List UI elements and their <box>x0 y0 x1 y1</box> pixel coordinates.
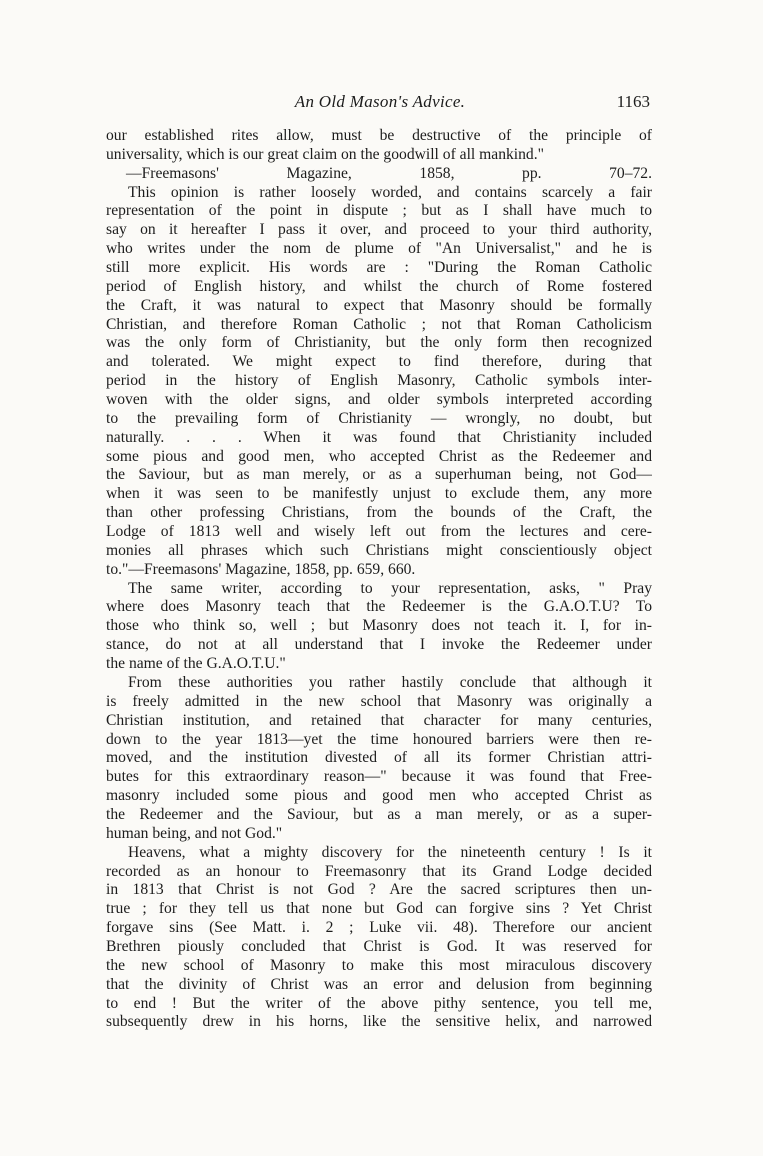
text-line: This opinion is rather loosely worded, and contains scarcely a fair <box>128 183 652 201</box>
text-line: the new school of Masonry to make this most miraculous discovery <box>106 956 652 974</box>
text-line: and tolerated. We might expect to find therefore, during that <box>106 353 652 371</box>
text-line: period of English history, and whilst the church of Rome fostered <box>106 277 652 295</box>
text-line: some pious and good men, who accepted Christ as the Redeemer and <box>106 447 652 465</box>
page-text <box>106 127 652 1032</box>
text-line: moved, and the institution divested of all its former Christian attri- <box>106 749 652 767</box>
text-line: true ; for they tell us that none but God can forgive sins ? Yet Christ <box>106 900 652 918</box>
text-line: recorded as an honour to Freemasonry that its Grand Lodge decided <box>106 862 652 880</box>
text-line: Christian institution, and retained that character for many centuries, <box>106 711 652 729</box>
text-line: universality, which is our great claim on the goodwill of all mankind." <box>106 145 544 163</box>
running-title: An Old Mason's Advice. <box>294 92 466 111</box>
text-line: was the only form of Christianity, but the only form then recognized <box>106 334 652 352</box>
text-line: the Saviour, but as man merely, or as a superhuman being, not God— <box>106 466 652 484</box>
text-line: that the divinity of Christ was an error and delusion from beginning <box>106 975 652 993</box>
text-line: woven with the older signs, and older symbols interpreted according <box>106 391 652 409</box>
text-line: forgave sins (See Matt. i. 2 ; Luke vii. 48). Therefore our ancient <box>106 919 652 937</box>
text-line: butes for this extraordinary reason—" because it was found that Free- <box>106 768 652 786</box>
text-line: is freely admitted in the new school that Masonry was originally a <box>106 692 652 710</box>
text-line: Brethren piously concluded that Christ is God. It was reserved for <box>106 937 652 955</box>
text-line: human being, and not God." <box>106 824 283 842</box>
text-line: Lodge of 1813 well and wisely left out from the lectures and cere- <box>106 523 652 541</box>
text-line: in 1813 that Christ is not God ? Are the sacred scriptures then un- <box>106 881 652 899</box>
text-line: who writes under the nom de plume of "An Universalist," and he is <box>106 240 652 258</box>
text-line: to."—Freemasons' Magazine, 1858, pp. 659, 660. <box>106 560 416 578</box>
text-line: naturally. . . . When it was found that Christianity included <box>106 428 652 446</box>
text-line: From these authorities you rather hastily conclude that although it <box>128 673 652 691</box>
text-line: say on it hereafter I pass it over, and proceed to your third authority, <box>106 221 652 239</box>
text-line: the Craft, it was natural to expect that Masonry should be formally <box>106 296 652 314</box>
text-line: representation of the point in dispute ; but as I shall have much to <box>106 202 652 220</box>
text-line: our established rites allow, must be destructive of the principle of <box>106 127 652 144</box>
text-line: stance, do not at all understand that I invoke the Redeemer under <box>106 636 652 654</box>
text-line: to the prevailing form of Christianity — wrongly, no doubt, but <box>106 409 652 427</box>
text-line: where does Masonry teach that the Redeemer is the G.A.O.T.U? To <box>106 598 652 616</box>
text-line: those who think so, well ; but Masonry does not teach it. I, for in- <box>106 617 652 635</box>
text-line: monies all phrases which such Christians might conscientiously object <box>106 541 652 559</box>
text-line: subsequently drew in his horns, like the sensitive helix, and narrowed <box>106 1013 652 1031</box>
running-header <box>106 92 654 118</box>
text-line: to end ! But the writer of the above pithy sentence, you tell me, <box>106 994 652 1012</box>
text-line: the name of the G.A.O.T.U." <box>106 655 286 673</box>
text-line: —Freemasons' Magazine, 1858, pp. 70–72. <box>126 164 652 182</box>
text-line: The same writer, according to your representation, asks, " Pray <box>128 579 652 597</box>
page-number: 1163 <box>616 92 650 111</box>
text-line: Christian, and therefore Roman Catholic ; not that Roman Catholicism <box>106 315 652 333</box>
text-line: than other professing Christians, from the bounds of the Craft, the <box>106 504 652 522</box>
text-line: when it was seen to be manifestly unjust to exclude them, any more <box>106 485 652 503</box>
text-line: masonry included some pious and good men who accepted Christ as <box>106 787 652 805</box>
text-line: Heavens, what a mighty discovery for the nineteenth century ! Is it <box>128 843 652 861</box>
text-line: down to the year 1813—yet the time honoured barriers were then re- <box>106 730 652 748</box>
text-line: period in the history of English Masonry, Catholic symbols inter- <box>106 372 652 390</box>
text-line: still more explicit. His words are : "During the Roman Catholic <box>106 259 652 277</box>
text-line: the Redeemer and the Saviour, but as a man merely, or as a super- <box>106 805 652 823</box>
